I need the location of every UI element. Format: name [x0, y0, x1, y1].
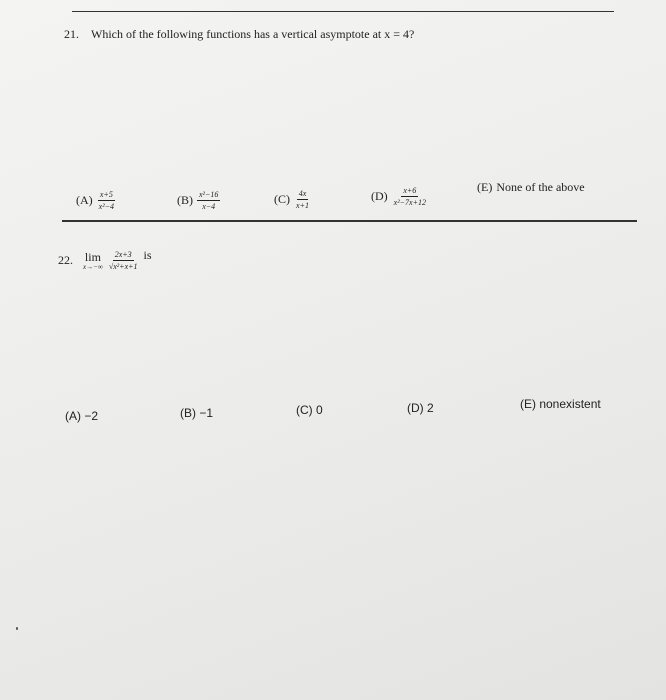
q22-tail-text: is	[143, 248, 152, 262]
top-divider	[72, 11, 614, 12]
middle-divider	[62, 220, 637, 222]
q22-numerator: 2x+3	[114, 250, 132, 259]
q22-choice-b[interactable]: (B) −1	[180, 406, 214, 420]
q21-choice-d[interactable]	[371, 186, 428, 207]
q22-limit-expression	[58, 250, 152, 271]
q22-limit-operator	[83, 251, 103, 271]
q22-fraction	[107, 250, 140, 271]
q22-choice-a[interactable]: (A) −2	[65, 409, 99, 423]
q21-choice-d-denominator: x²−7x+12	[393, 198, 426, 207]
q21-choice-c-denominator: x+1	[296, 201, 309, 210]
q21-choice-a-fraction	[97, 190, 116, 211]
q21-choice-c-letter: (C)	[274, 192, 290, 206]
q21-choice-c[interactable]	[274, 189, 311, 210]
pencil-mark	[16, 627, 18, 630]
q21-choice-c-fraction	[294, 189, 311, 210]
q22-choice-e[interactable]: (E) nonexistent	[520, 397, 601, 411]
q21-choice-a-letter: (A)	[76, 193, 93, 207]
q22-denominator: √x²+x+1	[108, 262, 138, 271]
q22-choice-c[interactable]: (C) 0	[296, 403, 323, 417]
q22-lim-subscript: x→−∞	[83, 262, 103, 271]
q22-choice-d[interactable]: (D) 2	[407, 401, 434, 415]
q21-choice-d-letter: (D)	[371, 189, 388, 203]
q21-choice-c-numerator: 4x	[298, 189, 307, 198]
q21-choice-b-fraction	[197, 190, 220, 211]
q21-choice-a-numerator: x+5	[99, 190, 113, 199]
q21-choice-b[interactable]	[177, 190, 220, 211]
q21-choice-e-text: None of the above	[496, 180, 585, 194]
q21-choice-a-denominator: x²−4	[98, 202, 115, 211]
q21-choice-e-letter: (E)	[477, 180, 493, 194]
q21-choice-d-numerator: x+6	[403, 186, 417, 195]
q21-question-text: Which of the following functions has a vertical asymptote at x = 4?	[91, 27, 415, 41]
q21-choice-d-fraction	[392, 186, 428, 207]
q21-choice-e[interactable]	[477, 180, 585, 195]
q22-lim-word: lim	[84, 249, 101, 264]
q21-choice-b-numerator: x²−16	[199, 190, 219, 199]
q21-number: 21.	[64, 27, 79, 41]
q21-choice-a[interactable]	[76, 190, 116, 211]
q21-choice-b-denominator: x−4	[202, 202, 216, 211]
q21-choice-b-letter: (B)	[177, 193, 193, 207]
q22-number: 22.	[58, 253, 73, 267]
